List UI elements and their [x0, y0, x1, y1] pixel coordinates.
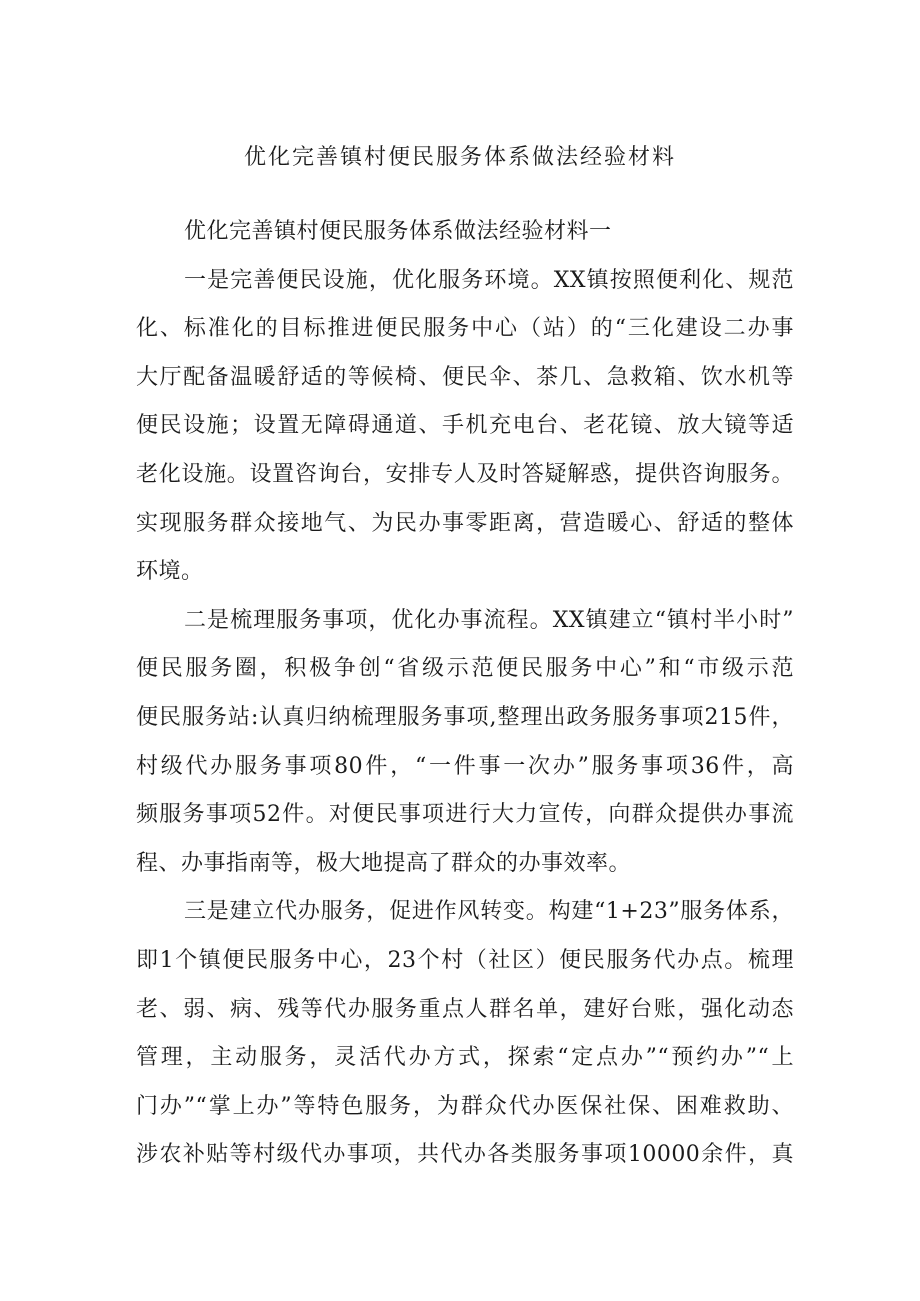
- paragraph-line: 便民服务圈，积极争创“省级示范便民服务中心”和“市级示范: [136, 656, 794, 682]
- paragraph-line: 涉农补贴等村级代办事项，共代办各类服务事项10000余件，真: [136, 1142, 794, 1168]
- paragraph-line: 便民设施；设置无障碍通道、手机充电台、老花镜、放大镜等适: [136, 413, 794, 439]
- paragraph-line: 频服务事项52件。对便民事项进行大力宣传，向群众提供办事流: [136, 802, 794, 828]
- paragraph-line: 化、标准化的目标推进便民服务中心（站）的“三化建设二办事: [136, 316, 794, 342]
- paragraph-line: 管理，主动服务，灵活代办方式，探索“定点办”“预约办”“上: [136, 1045, 794, 1071]
- paragraph-line: 三是建立代办服务，促进作风转变。构建“1+23”服务体系，: [184, 899, 794, 925]
- paragraph-line: 老化设施。设置咨询台，安排专人及时答疑解惑，提供咨询服务。: [136, 461, 794, 487]
- paragraph-line: 即1个镇便民服务中心，23个村（社区）便民服务代办点。梳理: [136, 947, 794, 973]
- paragraph-3: [136, 888, 794, 1180]
- paragraph-line: 大厅配备温暖舒适的等候椅、便民伞、茶几、急救箱、饮水机等: [136, 364, 794, 390]
- paragraph-line: 门办”“掌上办”等特色服务，为群众代办医保社保、困难救助、: [136, 1093, 794, 1119]
- paragraph-line: 老、弱、病、残等代办服务重点人群名单，建好台账，强化动态: [136, 996, 794, 1022]
- paragraph-line: 一是完善便民设施，优化服务环境。XX镇按照便利化、规范: [184, 267, 794, 293]
- paragraph-line: 程、办事指南等，极大地提高了群众的办事效率。: [136, 850, 632, 876]
- paragraph-line: 二是梳理服务事项，优化办事流程。XX镇建立“镇村半小时”: [184, 607, 794, 633]
- paragraph-1: [136, 257, 794, 597]
- paragraph-line: 环境。: [136, 559, 204, 585]
- document-title: 优化完善镇村便民服务体系做法经验材料: [243, 145, 676, 170]
- paragraph-line: 实现服务群众接地气、为民办事零距离，营造暖心、舒适的整体: [136, 510, 794, 536]
- paragraph-line: 村级代办服务事项80件，“一件事一次办”服务事项36件，高: [136, 753, 794, 779]
- document-body: [136, 208, 794, 1180]
- paragraph-line: 便民服务站:认真归纳梳理服务事项,整理出政务服务事项215件，: [136, 704, 794, 730]
- section-subheading: 优化完善镇村便民服务体系做法经验材料一: [184, 219, 612, 244]
- paragraph-2: [136, 597, 794, 889]
